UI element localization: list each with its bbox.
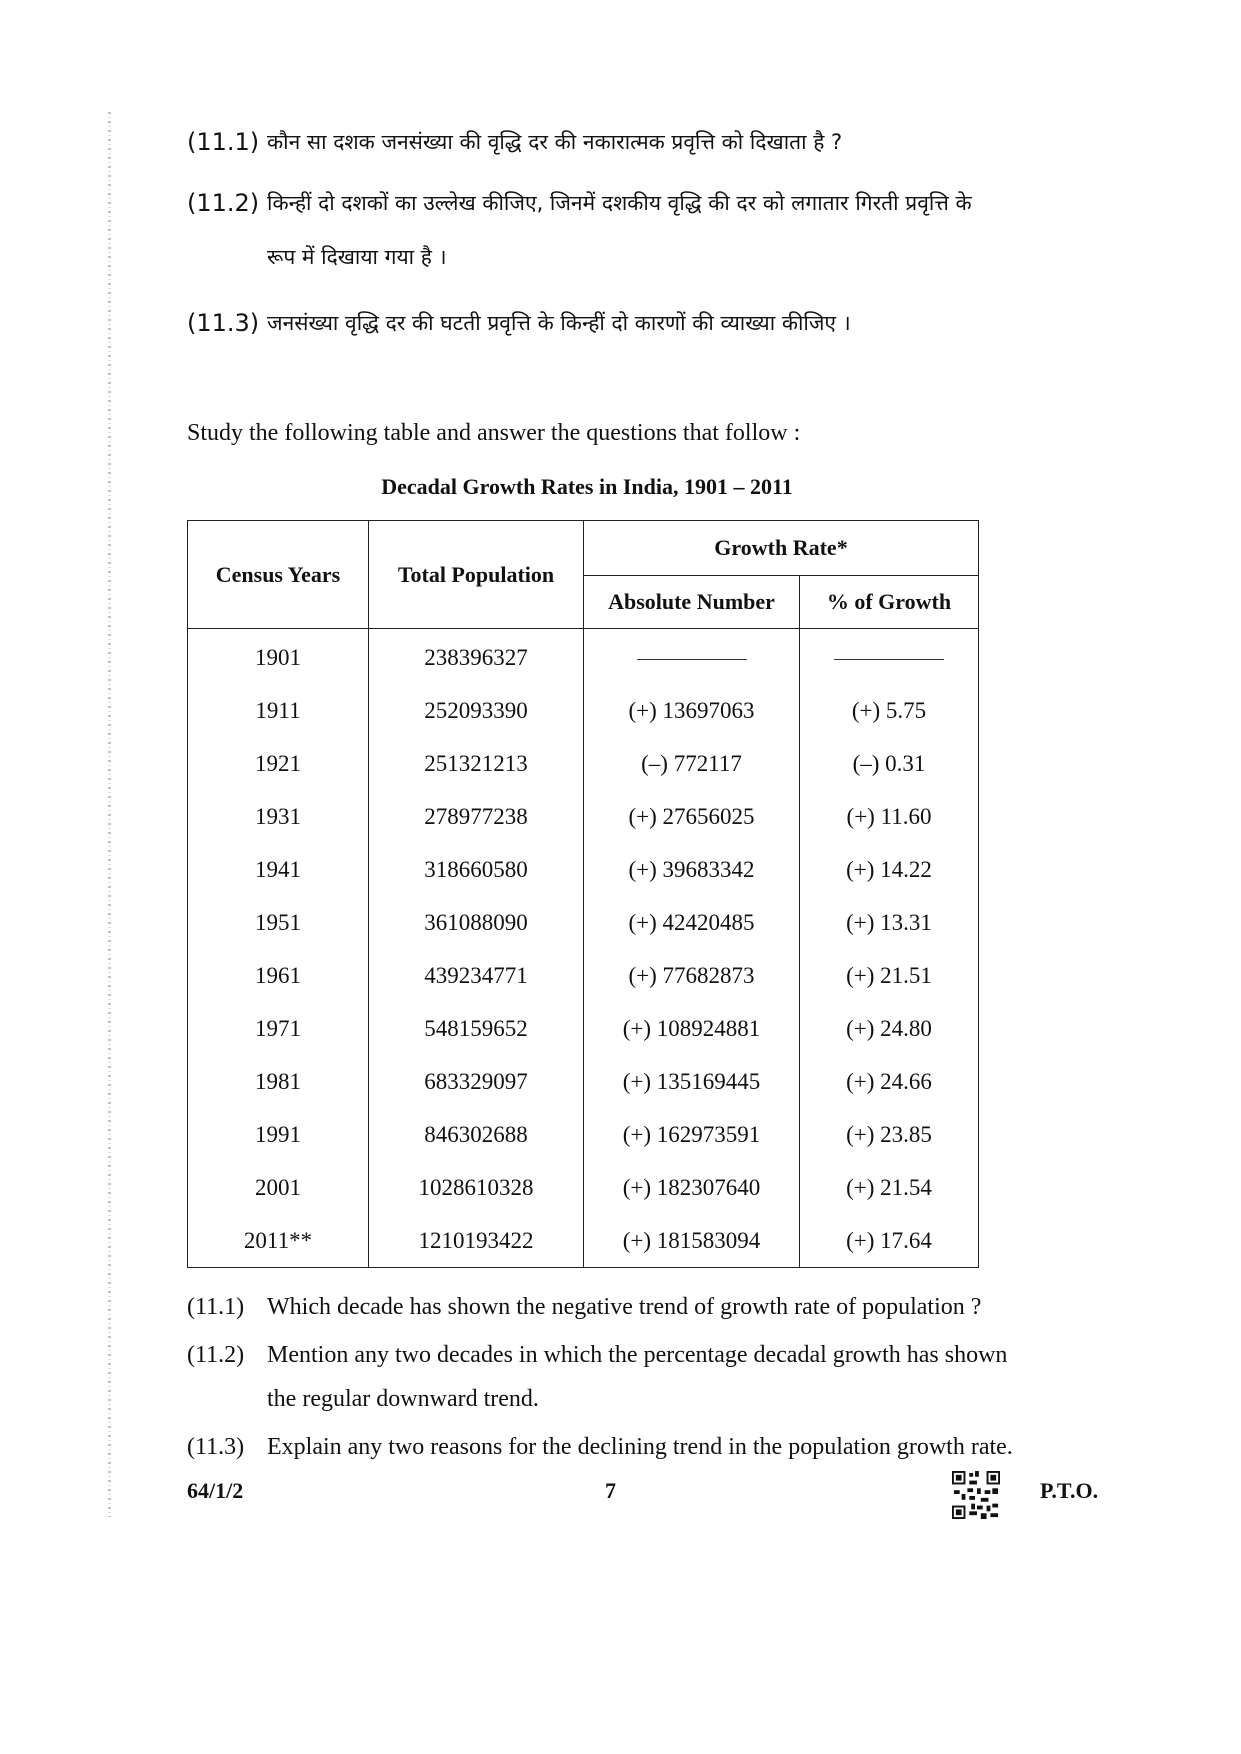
cell-total-population: 548159652 <box>369 1002 584 1055</box>
cell-total-population: 238396327 <box>369 629 584 685</box>
question-number: (11.3) <box>187 1434 245 1460</box>
cell-total-population: 1028610328 <box>369 1161 584 1214</box>
qr-code-icon <box>952 1471 1000 1519</box>
hindi-question-11-3 <box>187 296 1067 350</box>
cell-total-population: 846302688 <box>369 1108 584 1161</box>
question-text: जनसंख्या वृद्धि दर की घटती प्रवृत्ति के किन्हीं दो कारणों की व्याख्या कीजिए । <box>267 311 851 335</box>
cell-census-year: 1941 <box>188 843 369 896</box>
cell-total-population: 252093390 <box>369 684 584 737</box>
paper-code: 64/1/2 <box>187 1478 244 1503</box>
question-text-line-1: Mention any two decades in which the percentage decadal growth has shown <box>267 1342 1008 1368</box>
cell-absolute-number: (+) 108924881 <box>584 1002 800 1055</box>
english-question-11-3 <box>187 1425 1067 1469</box>
hindi-question-11-1 <box>187 115 1067 169</box>
cell-percent-growth: (+) 13.31 <box>800 896 979 949</box>
table-row <box>188 737 979 790</box>
cell-percent-growth: (+) 5.75 <box>800 684 979 737</box>
cell-census-year: 1991 <box>188 1108 369 1161</box>
cell-total-population: 361088090 <box>369 896 584 949</box>
cell-total-population: 251321213 <box>369 737 584 790</box>
table-row <box>188 1055 979 1108</box>
table-row <box>188 629 979 685</box>
cell-total-population: 278977238 <box>369 790 584 843</box>
table-row <box>188 896 979 949</box>
question-text-line-2: the regular downward trend. <box>267 1386 539 1412</box>
cell-absolute-number: (–) 772117 <box>584 737 800 790</box>
cell-absolute-number: (+) 27656025 <box>584 790 800 843</box>
cell-absolute-number <box>584 629 800 685</box>
cell-percent-growth: (+) 24.66 <box>800 1055 979 1108</box>
question-number: (11.2) <box>187 1342 245 1368</box>
english-question-11-2 <box>187 1333 1067 1421</box>
cell-absolute-number: (+) 42420485 <box>584 896 800 949</box>
cell-absolute-number: (+) 162973591 <box>584 1108 800 1161</box>
page-number: 7 <box>605 1478 616 1503</box>
table-row <box>188 1002 979 1055</box>
pto-label: P.T.O. <box>1040 1478 1099 1503</box>
cell-percent-growth: (+) 21.54 <box>800 1161 979 1214</box>
cell-percent-growth: (+) 21.51 <box>800 949 979 1002</box>
cell-percent-growth: (+) 17.64 <box>800 1214 979 1268</box>
cell-percent-growth: (+) 24.80 <box>800 1002 979 1055</box>
cell-census-year: 2011** <box>188 1214 369 1268</box>
cell-census-year: 1901 <box>188 629 369 685</box>
cell-percent-growth: (+) 11.60 <box>800 790 979 843</box>
question-number: (11.3) <box>187 309 260 337</box>
header-total-population: Total Population <box>369 521 584 629</box>
table-row <box>188 790 979 843</box>
intro-text: Study the following table and answer the questions that follow : <box>187 420 801 446</box>
cell-census-year: 1951 <box>188 896 369 949</box>
cell-percent-growth: (–) 0.31 <box>800 737 979 790</box>
header-percent-growth: % of Growth <box>800 576 979 629</box>
dash-placeholder <box>637 659 747 660</box>
cell-census-year: 1931 <box>188 790 369 843</box>
table-row <box>188 684 979 737</box>
cell-percent-growth: (+) 23.85 <box>800 1108 979 1161</box>
cell-absolute-number: (+) 182307640 <box>584 1161 800 1214</box>
english-question-11-1 <box>187 1280 1067 1334</box>
cell-census-year: 1981 <box>188 1055 369 1108</box>
cell-total-population: 1210193422 <box>369 1214 584 1268</box>
question-text: Explain any two reasons for the declining trend in the population growth rate. <box>267 1434 1013 1460</box>
cell-census-year: 1921 <box>188 737 369 790</box>
cell-percent-growth: (+) 14.22 <box>800 843 979 896</box>
header-growth-rate: Growth Rate* <box>584 521 979 576</box>
table-title: Decadal Growth Rates in India, 1901 – 2011 <box>381 474 793 499</box>
table-row <box>188 949 979 1002</box>
cell-total-population: 439234771 <box>369 949 584 1002</box>
table-row <box>188 1161 979 1214</box>
table-row <box>188 843 979 896</box>
cell-absolute-number: (+) 181583094 <box>584 1214 800 1268</box>
cell-percent-growth <box>800 629 979 685</box>
question-number: (11.1) <box>187 128 260 156</box>
cell-census-year: 1971 <box>188 1002 369 1055</box>
header-census-years: Census Years <box>188 521 369 629</box>
question-text-line-1: किन्हीं दो दशकों का उल्लेख कीजिए, जिनमें दशकीय वृद्धि की दर को लगातार गिरती प्रवृत्ति के <box>267 191 972 215</box>
hindi-question-11-2 <box>187 176 1067 284</box>
growth-rate-table <box>187 520 979 1268</box>
table-row <box>188 1214 979 1268</box>
cell-absolute-number: (+) 77682873 <box>584 949 800 1002</box>
cell-absolute-number: (+) 13697063 <box>584 684 800 737</box>
question-number: (11.1) <box>187 1294 245 1320</box>
question-text-line-2: रूप में दिखाया गया है । <box>267 245 447 269</box>
cell-total-population: 318660580 <box>369 843 584 896</box>
cell-absolute-number: (+) 39683342 <box>584 843 800 896</box>
table-row <box>188 1108 979 1161</box>
header-absolute-number: Absolute Number <box>584 576 800 629</box>
question-text: Which decade has shown the negative trend of growth rate of population ? <box>267 1294 982 1320</box>
cell-census-year: 1911 <box>188 684 369 737</box>
margin-strip <box>108 112 111 1517</box>
cell-absolute-number: (+) 135169445 <box>584 1055 800 1108</box>
cell-total-population: 683329097 <box>369 1055 584 1108</box>
dash-placeholder <box>834 659 944 660</box>
cell-census-year: 1961 <box>188 949 369 1002</box>
question-text: कौन सा दशक जनसंख्या की वृद्धि दर की नकारात्मक प्रवृत्ति को दिखाता है ? <box>267 130 843 154</box>
cell-census-year: 2001 <box>188 1161 369 1214</box>
question-number: (11.2) <box>187 189 260 217</box>
